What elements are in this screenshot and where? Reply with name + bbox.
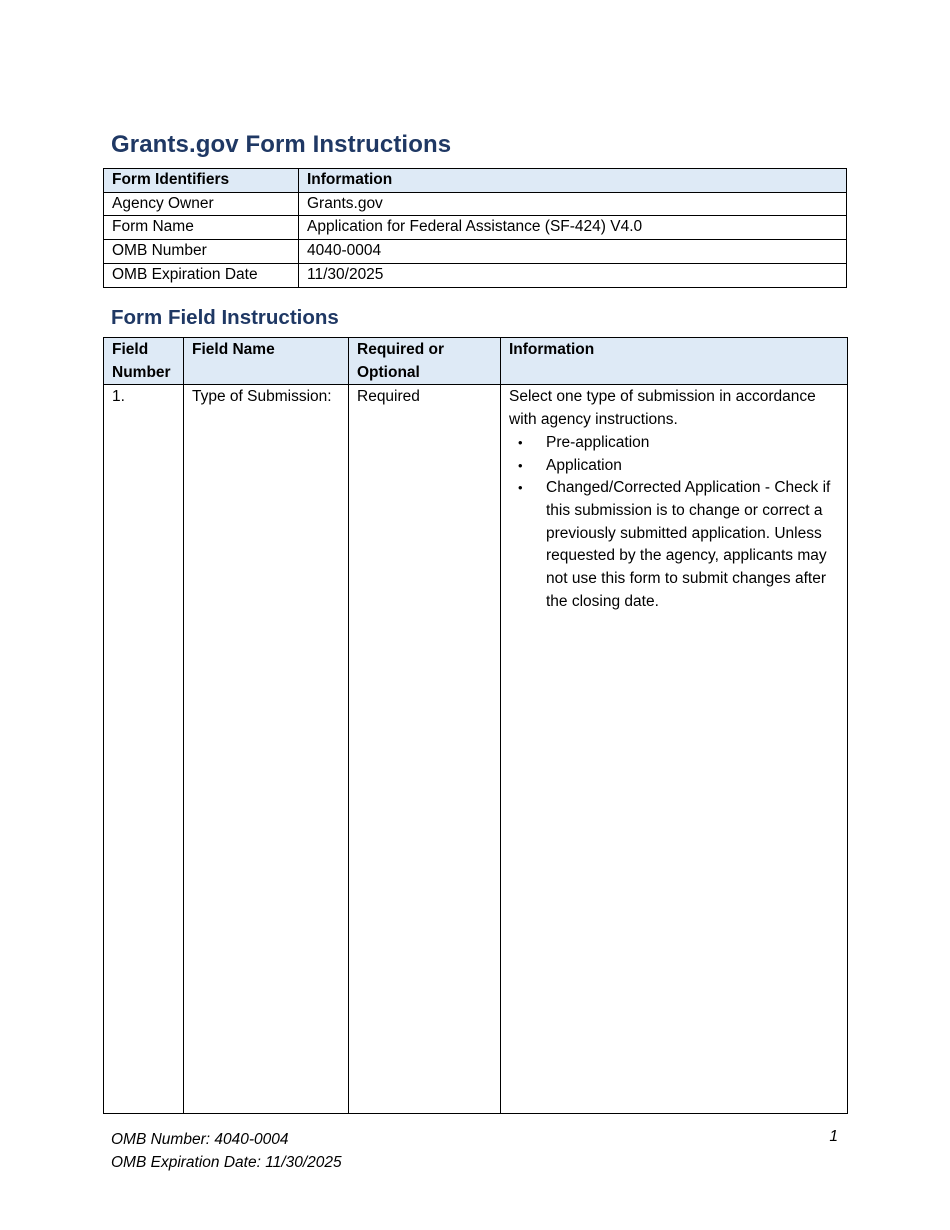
identifier-label: OMB Expiration Date	[104, 263, 299, 287]
list-item: • Application	[546, 455, 839, 478]
form-field-instructions-table	[103, 337, 848, 1114]
bullet-list	[509, 432, 839, 614]
info-intro: Select one type of submission in accordance with agency instructions.	[509, 388, 816, 429]
column-header: Information	[299, 169, 847, 193]
section-title: Form Field Instructions	[111, 306, 339, 329]
field-information	[501, 385, 848, 1114]
field-number: 1.	[104, 385, 184, 1114]
table-row	[104, 192, 847, 216]
identifier-value: 4040-0004	[299, 240, 847, 264]
identifier-value: Grants.gov	[299, 192, 847, 216]
column-header: Field Number	[104, 338, 184, 385]
identifier-label: OMB Number	[104, 240, 299, 264]
column-header: Required or Optional	[349, 338, 501, 385]
identifier-label: Agency Owner	[104, 192, 299, 216]
table-row	[104, 263, 847, 287]
page-title: Grants.gov Form Instructions	[111, 131, 452, 158]
identifier-value: Application for Federal Assistance (SF-424) V4.0	[299, 216, 847, 240]
table-row	[104, 240, 847, 264]
field-requirement: Required	[349, 385, 501, 1114]
column-header: Form Identifiers	[104, 169, 299, 193]
footer	[111, 1128, 342, 1174]
list-item: • Pre-application	[546, 432, 839, 455]
page-number: 1	[829, 1128, 838, 1145]
form-identifiers-table	[103, 168, 847, 288]
column-header: Information	[501, 338, 848, 385]
list-item: • Changed/Corrected Application - Check if this submission is to change or correct a previously submitted application. Unless requested by the agency, applicants may not use this form to submit changes after the closing date.	[546, 477, 839, 613]
table-header-row	[104, 338, 848, 385]
table-header-row	[104, 169, 847, 193]
footer-omb-number: OMB Number: 4040-0004	[111, 1131, 289, 1148]
field-name: Type of Submission:	[184, 385, 349, 1114]
footer-omb-expiration: OMB Expiration Date: 11/30/2025	[111, 1154, 342, 1171]
table-row	[104, 216, 847, 240]
identifier-label: Form Name	[104, 216, 299, 240]
identifier-value: 11/30/2025	[299, 263, 847, 287]
column-header: Field Name	[184, 338, 349, 385]
table-row	[104, 385, 848, 1114]
